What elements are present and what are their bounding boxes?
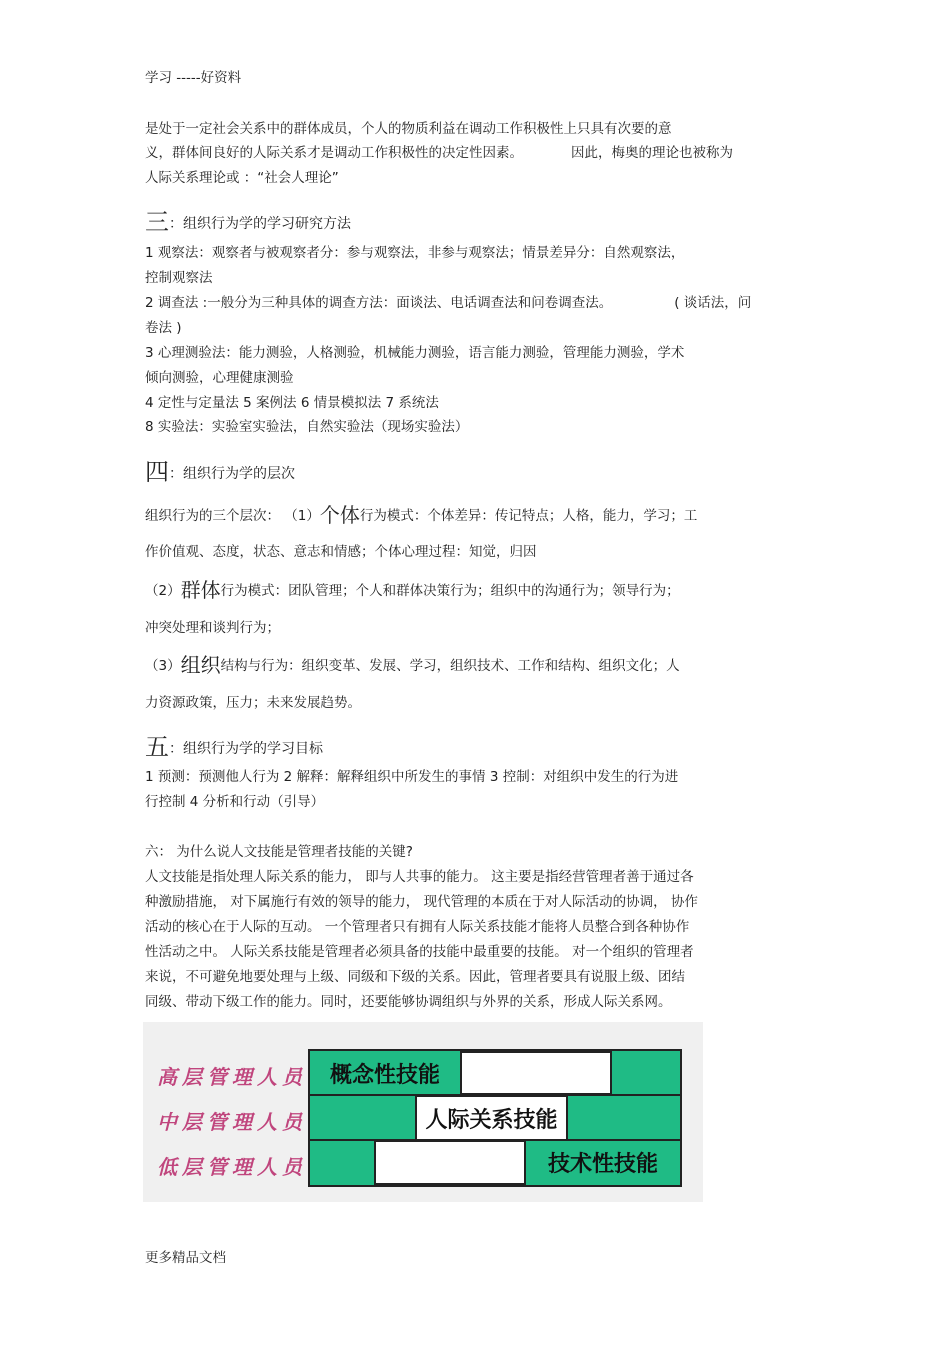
s3-method-1a: 1 观察法：观察者与被观察者分：参与观察法，非参与观察法；情景差异分：自然观察法， xyxy=(145,245,685,261)
s6-para-line-1: 人文技能是指处理人际关系的能力， 即与人共事的能力。 这主要是指经营管理者善于通过各 xyxy=(145,869,694,885)
intro-line-3: 人际关系理论或 ：“社会人理论” xyxy=(145,170,339,186)
s4-level-1-cont: 作价值观、态度，状态、意志和情感；个体心理过程：知觉，归因 xyxy=(145,544,537,560)
row-label-middle-managers: 中层管理人员 xyxy=(157,1110,307,1134)
section-4-heading: 四：组织行为学的层次 xyxy=(145,458,295,486)
s6-para-line-5: 来说，不可避免地要处理与上级、同级和下级的关系。因此，管理者要具有说服上级、团结 xyxy=(145,969,685,985)
section-5-heading: 五：组织行为学的学习目标 xyxy=(145,733,323,761)
blank-cell xyxy=(374,1140,526,1185)
row-label-top-managers: 高层管理人员 xyxy=(157,1065,307,1089)
s6-para-line-3: 活动的核心在于人际的互动。 一个管理者只有拥有人际关系技能才能将人员整合到各种协作 xyxy=(145,919,690,935)
s3-method-2b: 卷法 ) xyxy=(145,320,182,336)
s3-method-4: 4 定性与定量法 5 案例法 6 情景模拟法 7 系统法 xyxy=(145,395,439,411)
s4-level-3: （3）组织结构与行为：组织变革、发展、学习，组织技术、工作和结构、组织文化；人 xyxy=(145,653,680,677)
technical-skill-cell: 技术性技能 xyxy=(547,1152,658,1177)
row-label-low-managers: 低层管理人员 xyxy=(157,1155,307,1179)
intro-line-1: 是处于一定社会关系中的群体成员，个人的物质利益在调动工作积极性上只具有次要的意 xyxy=(145,121,672,137)
s3-method-3b: 倾向测验，心理健康测验 xyxy=(145,370,294,386)
s4-level-3-cont: 力资源政策，压力；未来发展趋势。 xyxy=(145,695,361,711)
human-relations-skill-cell: 人际关系技能 xyxy=(415,1095,568,1141)
blank-cell xyxy=(460,1051,612,1095)
page-footer: 更多精品文档 xyxy=(145,1250,226,1266)
s3-method-3a: 3 心理测验法：能力测验，人格测验，机械能力测验，语言能力测验，管理能力测验，学术 xyxy=(145,345,685,361)
s4-level-2-cont: 冲突处理和谈判行为； xyxy=(145,620,280,636)
s3-method-8: 8 实验法：实验室实验法，自然实验法（现场实验法） xyxy=(145,419,469,435)
section-6-heading: 六： 为什么说人文技能是管理者技能的关键? xyxy=(145,844,413,860)
management-skills-diagram xyxy=(143,1022,703,1202)
s3-method-2a: 2 调查法 :一般分为三种具体的调查方法：面谈法、电话调查法和问卷调查法。 ( 谈话法，问 xyxy=(145,295,752,311)
s4-level-1: 组织行为的三个层次： （1）个体行为模式：个体差异：传记特点；人格，能力，学习；工 xyxy=(145,503,698,527)
intro-line-2: 义，群体间良好的人际关系才是调动工作积极性的决定性因素。 因此，梅奥的理论也被称为 xyxy=(145,145,733,161)
skills-grid xyxy=(308,1049,682,1187)
s6-para-line-6: 同级、带动下级工作的能力。同时，还要能够协调组织与外界的关系，形成人际关系网。 xyxy=(145,994,672,1010)
s6-para-line-2: 种激励措施， 对下属施行有效的领导的能力， 现代管理的本质在于对人际活动的协调， 协作 xyxy=(145,894,698,910)
conceptual-skill-cell: 概念性技能 xyxy=(329,1062,440,1088)
section-3-heading: 三：组织行为学的学习研究方法 xyxy=(145,208,351,236)
s5-goals-2: 行控制 4 分析和行动（引导） xyxy=(145,794,325,810)
page-header: 学习 -----好资料 xyxy=(145,70,242,86)
s4-level-2: （2）群体行为模式：团队管理；个人和群体决策行为；组织中的沟通行为；领导行为； xyxy=(145,578,680,602)
s3-method-1b: 控制观察法 xyxy=(145,270,213,286)
s6-para-line-4: 性活动之中。 人际关系技能是管理者必须具备的技能中最重要的技能。 对一个组织的管理者 xyxy=(145,944,694,960)
s5-goals-1: 1 预测：预测他人行为 2 解释：解释组织中所发生的事情 3 控制：对组织中发生的行为进 xyxy=(145,769,679,785)
